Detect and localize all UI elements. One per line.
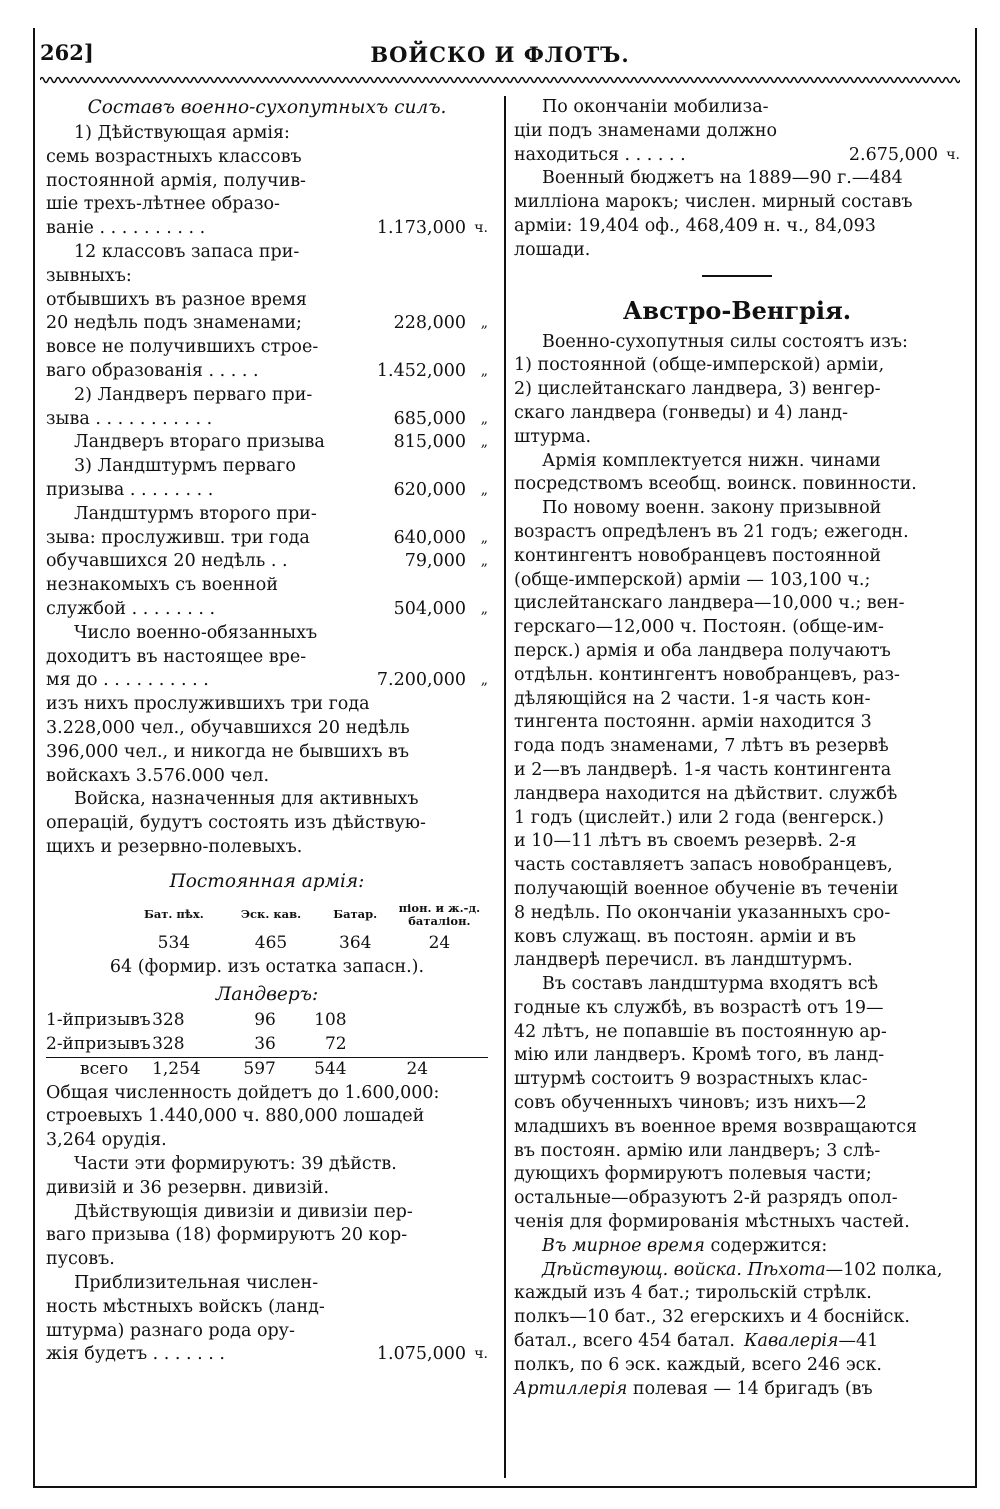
value-row: жія будетъ . . . . . . . 1.075,000 ч.: [46, 1344, 488, 1365]
army-value: 24: [428, 932, 451, 953]
army-header: Эск. кав.: [240, 907, 302, 922]
paragraph-line: Армія комплектуется нижн. чинами: [542, 450, 881, 471]
column-divider: [504, 96, 506, 1478]
landwehr-total-cell: 24: [347, 1057, 488, 1081]
paragraph-line: ціи подъ знаменами должно: [514, 120, 778, 141]
paragraph-line: мію или ландверъ. Кромѣ того, въ ланд-: [514, 1045, 885, 1066]
army-note: 64 (формир. изъ остатка запасн.).: [109, 956, 425, 977]
list-line: зывныхъ:: [46, 265, 132, 286]
paragraph-line: щихъ и резервно-полевыхъ.: [46, 836, 303, 857]
paragraph-line: 3,264 орудія.: [46, 1130, 167, 1151]
value-row: ваго образованія . . . . . 1.452,000 „: [46, 360, 488, 384]
paragraph-line: и 10—11 лѣтъ въ своемъ резервѣ. 2-я: [514, 831, 857, 852]
list-line: Ландштурмъ второго при-: [74, 503, 317, 524]
landwehr-total-cell: 544: [276, 1057, 347, 1081]
paragraph-line: дивизій и 36 резервн. дивизій.: [46, 1177, 330, 1198]
paragraph: [46, 1153, 488, 1201]
austria-title: Австро-Венгрія.: [622, 295, 852, 325]
paragraph-line: дѣляющійся на 2 части. 1-я часть кон-: [514, 688, 871, 709]
value-row: 20 недѣль подъ знаменами; 228,000 „: [46, 312, 488, 336]
paragraph-line: дующихъ формируютъ полевыя части;: [514, 1164, 872, 1185]
paragraph: [514, 331, 960, 450]
landwehr-label: 1-йпризывъ: [46, 1010, 151, 1031]
force-unit: „: [480, 362, 488, 379]
page-number: 262]: [40, 40, 94, 65]
paragraph-line: Приблизительная числен-: [74, 1273, 319, 1294]
paragraph-line: По окончаніи мобилиза-: [542, 97, 769, 117]
short-rule: [702, 275, 772, 277]
list-line: 12 классовъ запаса при-: [74, 241, 300, 262]
paragraph-line: въ постоян. армію или ландверъ; 3 слѣ-: [514, 1140, 881, 1161]
paragraph-line: и 2—въ ландверѣ. 1-я часть контингента: [514, 759, 892, 780]
paragraph-line: Артиллерія полевая — 14 бригадъ (въ: [514, 1378, 873, 1399]
force-value: 620,000: [393, 479, 466, 500]
paragraph-line: тингента постоянн. арміи находится 3: [514, 712, 872, 733]
force-unit: „: [480, 529, 488, 546]
force-value: 79,000: [404, 551, 466, 572]
paragraph-line: Военный бюджетъ на 1889—90 г.—484: [542, 168, 903, 189]
paragraph-line: часть составляетъ запасъ новобранцевъ,: [514, 855, 893, 876]
paragraph-line: Войска, назначенныя для активныхъ: [74, 789, 419, 810]
list-line: Число военно-обязанныхъ: [74, 622, 318, 643]
paragraph-line: 42 лѣтъ, не попавшіе въ постоянную ар-: [514, 1021, 887, 1042]
force-unit: ч.: [474, 220, 488, 237]
paragraph-line: войскахъ 3.576.000 чел.: [46, 765, 270, 786]
force-value: 815,000: [393, 432, 466, 453]
paragraph-line: Въ составъ ландштурма входятъ всѣ: [542, 974, 879, 995]
paragraph: [46, 1201, 488, 1272]
paragraph-line: ковъ служащ. въ постоян. арміи и въ: [514, 926, 857, 947]
paragraph: [514, 450, 960, 498]
page-title: ВОЙСКО И ФЛОТЪ.: [370, 42, 630, 67]
force-value: 504,000: [393, 598, 466, 619]
list-line: постоянной армія, получив-: [46, 170, 306, 191]
army-header: піон. и ж.-д. баталіон.: [398, 900, 481, 928]
landwehr-cell: 108: [314, 1010, 347, 1031]
landwehr-label: 2-йпризывъ: [46, 1034, 151, 1055]
force-unit: „: [480, 553, 488, 570]
paragraph-line: Военно-сухопутныя силы состоятъ изъ:: [542, 331, 908, 352]
landwehr-total-row: [46, 1057, 488, 1081]
paragraph-line: ваго призыва (18) формируютъ 20 кор-: [46, 1225, 408, 1246]
army-table: [46, 898, 488, 956]
landwehr-table: [46, 1009, 488, 1081]
section-title: Составъ военно-сухопутныхъ силъ.: [87, 97, 447, 118]
paragraph-line: лошади.: [514, 239, 591, 260]
right-column: [514, 96, 960, 1401]
wavy-rule: [40, 74, 960, 86]
paragraph-line: Дѣйствующія дивизіи и дивизіи пер-: [74, 1201, 413, 1222]
landwehr-cell: 36: [254, 1034, 276, 1055]
paragraph: [46, 788, 488, 859]
paragraph-line: операцій, будутъ состоять изъ дѣйствую-: [46, 813, 426, 834]
force-value: 7.200,000: [376, 670, 466, 691]
paragraph-line: 396,000 чел., и никогда не бывшихъ въ: [46, 741, 410, 762]
army-value: 534: [157, 932, 191, 953]
list-line: вовсе не получившихъ строе-: [46, 337, 319, 358]
paragraph-line: Кавалерія—41: [744, 1331, 879, 1352]
force-list: [46, 122, 488, 693]
landwehr-title: Ландверъ:: [215, 984, 319, 1006]
paragraph-line: арміи: 19,404 оф., 468,409 н. ч., 84,093: [514, 215, 876, 236]
paragraph: [514, 96, 960, 144]
paragraph-line: остальные—образуютъ 2-й разрядъ опол-: [514, 1188, 898, 1209]
army-header: Батар.: [333, 907, 378, 922]
paragraph-line: штурма) разнаго рода ору-: [46, 1320, 295, 1341]
value-row: службой . . . . . . . . 504,000 „: [46, 598, 488, 622]
army-value: 465: [254, 932, 288, 953]
value-row: зыва . . . . . . . . . . . 685,000 „: [46, 408, 488, 432]
force-value: 685,000: [393, 408, 466, 429]
paragraph-line: полкъ—10 бат., 32 егерскихъ и 4 боснійск.: [514, 1307, 910, 1328]
paragraph-line: 8 недѣль. По окончаніи указанныхъ сро-: [514, 902, 891, 923]
landwehr-total-label: всего: [46, 1057, 152, 1081]
landwehr-cell: 72: [324, 1034, 347, 1055]
paragraph-line: 3.228,000 чел., обучавшихся 20 недѣль: [46, 717, 410, 738]
value-row: Ландверъ втораго призыва 815,000 „: [46, 431, 488, 455]
paragraph-line: 2) цислейтанскаго ландвера, 3) венгер-: [514, 379, 881, 400]
force-unit: „: [480, 434, 488, 451]
paragraph-line: 1) постоянной (обще-имперской) арміи,: [514, 355, 885, 376]
paragraph-line: полкъ, по 6 эск. каждый, всего 246 эск.: [514, 1354, 882, 1375]
paragraph-line: цислейтанскаго ландвера—10,000 ч.; вен-: [514, 593, 905, 614]
paragraph-line: младшихъ въ военное время возвращаются: [514, 1116, 918, 1137]
paragraph-line: отдѣльн. контингентъ новобранцевъ, раз-: [514, 664, 900, 685]
paragraph-line: Въ мирное время содержится:: [542, 1235, 828, 1256]
paragraph-line: строевыхъ 1.440,000 ч. 880,000 лошадей: [46, 1106, 425, 1127]
paragraph-line: скаго ландвера (гонведы) и 4) ланд-: [514, 402, 848, 423]
paragraph: [46, 693, 488, 788]
paragraph-line: Дѣйствующ. войска. Пѣхота—102 полка,: [542, 1259, 943, 1280]
force-unit: „: [480, 600, 488, 617]
left-column: [46, 96, 488, 1367]
value-row: ваніе . . . . . . . . . . 1.173,000 ч.: [46, 217, 488, 241]
value-row: зыва: прослуживш. три года 640,000 „: [46, 527, 488, 551]
paragraph-line: пусовъ.: [46, 1249, 115, 1270]
army-header: Бат. пѣх.: [144, 907, 204, 922]
paragraph-line: контингентъ новобранцевъ постоянной: [514, 545, 882, 566]
list-line: доходитъ въ настоящее вре-: [46, 646, 307, 667]
paragraph: [514, 167, 960, 262]
force-value: 1.173,000: [376, 218, 466, 239]
paragraph-line: 1 годъ (цислейт.) или 2 года (венгерск.): [514, 807, 884, 828]
paragraph-line: годные къ службѣ, въ возрастѣ отъ 19—: [514, 997, 884, 1018]
paragraph-line: Общая численность дойдетъ до 1.600,000:: [46, 1082, 440, 1103]
paragraph-line: батал., всего 454 батал.: [514, 1331, 735, 1352]
paragraph-line: получающій военное обученіе въ теченіи: [514, 878, 899, 899]
paragraph-line: посредствомъ всеобщ. воинск. повинности.: [514, 474, 917, 495]
paragraph-line: совъ обученныхъ чиновъ; изъ нихъ—2: [514, 1093, 867, 1114]
landwehr-total-cell: 597: [201, 1057, 276, 1081]
paragraph: [514, 497, 960, 973]
landwehr-cell: 328: [152, 1010, 185, 1031]
army-title: Постоянная армія:: [169, 870, 365, 892]
paragraph-line: (обще-имперской) арміи — 103,100 ч.;: [514, 569, 871, 590]
landwehr-total-cell: 1,254: [152, 1057, 201, 1081]
list-line: 1) Дѣйствующая армія:: [74, 123, 290, 143]
paragraph-line: ность мѣстныхъ войскъ (ланд-: [46, 1296, 325, 1317]
force-value: 640,000: [393, 527, 466, 548]
paragraph-line: Части эти формируютъ: 39 дѣйств.: [74, 1154, 397, 1175]
force-value: 1.452,000: [376, 360, 466, 381]
paragraph-line: возрастъ опредѣленъ въ 21 годъ; ежегодн.: [514, 521, 909, 542]
force-unit: „: [480, 481, 488, 498]
force-value: 228,000: [393, 313, 466, 334]
paragraph-line: штурма.: [514, 426, 592, 447]
force-unit: „: [480, 672, 488, 689]
paragraph-line: милліона марокъ; числен. мирный составъ: [514, 192, 913, 213]
paragraph-line: ландверѣ перечисл. въ ландштурмъ.: [514, 950, 853, 971]
paragraph-line: изъ нихъ прослужившихъ три года: [46, 694, 370, 715]
paragraph: [514, 973, 960, 1235]
list-line: отбывшихъ въ разное время: [46, 289, 307, 310]
value-row: призыва . . . . . . . . 620,000 „: [46, 479, 488, 503]
list-line: шіе трехъ-лѣтнее образо-: [46, 194, 280, 215]
value-row: обучавшихся 20 недѣль . . 79,000 „: [46, 550, 488, 574]
paragraph-line: ченія для формированія мѣстныхъ частей.: [514, 1212, 910, 1233]
force-unit: „: [480, 410, 488, 427]
paragraph: [46, 1082, 488, 1153]
landwehr-row: [46, 1033, 488, 1057]
landwehr-cell: 328: [152, 1034, 185, 1055]
army-value: 364: [339, 932, 372, 953]
paragraph: [46, 1272, 488, 1343]
paragraph-line: года подъ знаменами, 7 лѣтъ въ резервѣ: [514, 736, 889, 757]
value-row: находиться . . . . . . 2.675,000 ч.: [514, 144, 960, 165]
list-line: 2) Ландверъ перваго при-: [74, 384, 313, 405]
paragraph-line: каждый изъ 4 бат.; тирольскій стрѣлк.: [514, 1283, 872, 1304]
paragraph-line: ландвера находится на дѣйствит. службѣ: [514, 783, 898, 804]
paragraph-line: По новому военн. закону призывной: [542, 498, 882, 519]
force-unit: „: [480, 315, 488, 332]
landwehr-cell: 96: [254, 1010, 276, 1031]
list-line: 3) Ландштурмъ перваго: [74, 456, 296, 477]
value-row: мя до . . . . . . . . . . 7.200,000 „: [46, 669, 488, 693]
list-line: незнакомыхъ съ военной: [46, 575, 279, 596]
landwehr-row: [46, 1009, 488, 1033]
list-line: семь возрастныхъ классовъ: [46, 146, 302, 167]
paragraph-line: штурмѣ состоитъ 9 возрастныхъ клас-: [514, 1069, 868, 1090]
paragraph-line: перск.) армія и оба ландвера получаютъ: [514, 640, 891, 661]
paragraph-line: герскаго—12,000 ч. Постоян. (обще-им-: [514, 617, 884, 638]
